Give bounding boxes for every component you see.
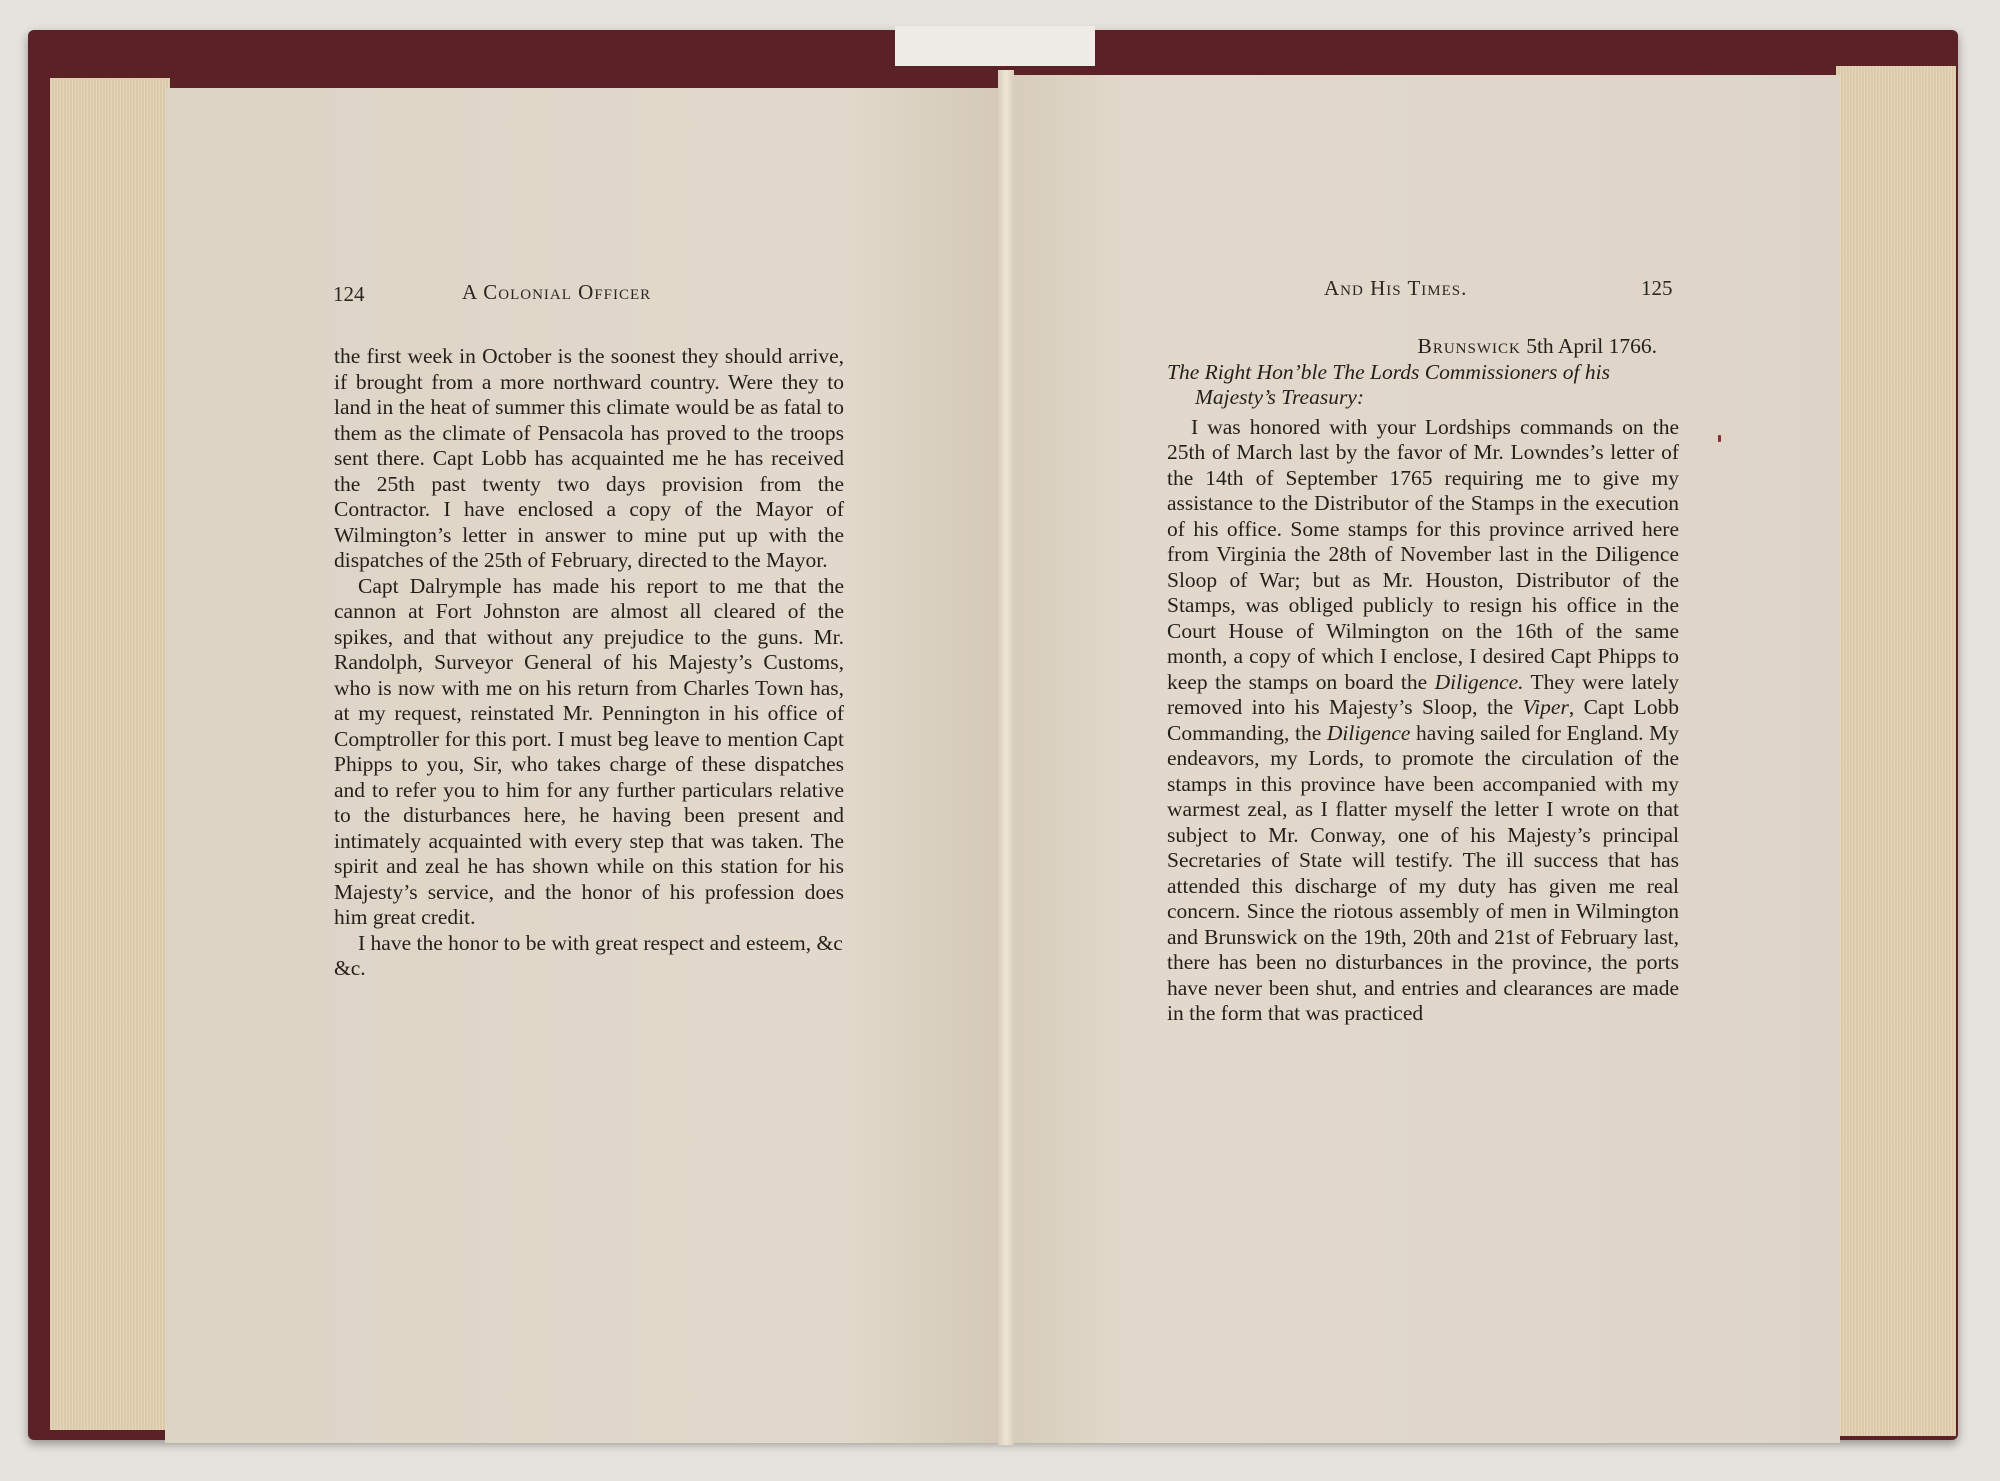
body-text-part-2: They were lately removed into his Majesty’s Sloop, the	[1167, 669, 1680, 719]
body-text-part-3: , Capt Lobb Commanding, the	[1167, 695, 1679, 745]
left-running-head: A Colonial Officer	[462, 280, 652, 304]
right-paragraph-1	[1167, 415, 1679, 1027]
right-page-text	[1167, 334, 1679, 1027]
left-page-text	[334, 344, 844, 982]
right-running-head: And His Times.	[1324, 276, 1468, 300]
left-paragraph-1: the first week in October is the soonest they should arrive, if brought from a more northward country. Were they to land in the heat of summer this climate would be as fatal to them as the climate of Pensacola has proved to the troops sent there. Capt Lobb has acquainted me he has received the 25th past twenty two days provision from the Contractor. I have enclosed a copy of the Mayor of Wilmington’s letter in answer to mine put up with the dispatches of the 25th of February, directed to the Mayor.	[334, 344, 844, 572]
left-paragraph-closing: I have the honor to be with great respect and esteem, &c &c.	[334, 930, 843, 980]
book-gutter	[998, 70, 1014, 1445]
left-page-edges	[50, 78, 170, 1430]
left-paragraph-2: Capt Dalrymple has made his report to me that the cannon at Fort Johnston are almost all cleared of the spikes, and that without any prejudice to the guns. Mr. Randolph, Surveyor General of his Majesty’s Customs, who is now with me on his return from Charles Town has, at my request, reinstated Mr. Pennington in his office of Comptroller for this port. I must beg leave to mention Capt Phipps to you, Sir, who takes charge of these dispatches and to refer you to him for any further particulars relative to the disturbances here, he having been present and intimately acquainted with every step that was taken. The spirit and zeal he has shown while on this station for his Majesty’s service, and the honor of his profession does him great credit.	[334, 573, 844, 929]
dateline-date: 5th April 1766.	[1526, 334, 1657, 358]
letter-address: The Right Hon’ble The Lords Commissioners of his Majesty’s Treasury:	[1167, 359, 1610, 409]
ship-name-diligence-2: Diligence	[1326, 720, 1411, 745]
body-text-part-1: I was honored with your Lordships commands on the 25th of March last by the favor of Mr. Lowndes’s letter of the 14th of September 1765 requiring me to give my assistance to the Distributor of the Stamps in the execution of his office. Some stamps for this province arrived here from Virginia the 28th of November last in the Diligence Sloop of War; but as Mr. Houston, Distributor of the Stamps, was obliged publicly to resign his office in the Court House of Wilmington on the 16th of the same month, a copy of which I enclose, I desired Capt Phipps to keep the stamps on board the	[1167, 414, 1679, 694]
left-page-number: 124	[333, 282, 365, 306]
ship-name-diligence: Diligence.	[1434, 669, 1524, 694]
dateline-place: Brunswick	[1417, 334, 1521, 358]
spine-gap	[895, 26, 1095, 66]
ink-mark	[1718, 435, 1721, 442]
body-text-part-4: having sailed for England. My endeavors, my Lords, to promote the circulation of the stamps in this province have been accompanied with my warmest zeal, as I flatter myself the letter I wrote on that subject to Mr. Conway, one of his Majesty’s principal Secretaries of State will testify. The ill success that has attended this discharge of my duty has given me real concern. Since the riotous assembly of men in Wilmington and Brunswick on the 19th, 20th and 21st of February last, there has been no disturbances in the province, the ports have never been shut, and entries and clearances are made in the form that was practiced	[1167, 720, 1679, 1025]
right-page-edges	[1836, 66, 1956, 1436]
letter-dateline	[1167, 334, 1679, 360]
right-page-number: 125	[1641, 276, 1673, 300]
ship-name-viper: Viper	[1522, 695, 1569, 719]
